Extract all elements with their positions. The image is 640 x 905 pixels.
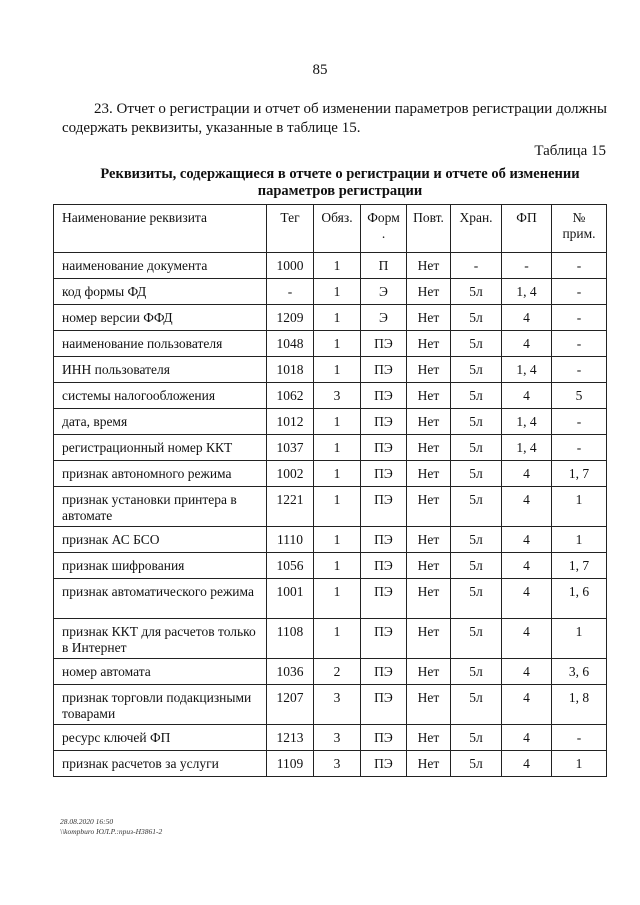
table-row — [54, 435, 607, 461]
table-row — [54, 725, 607, 751]
table-row — [54, 487, 607, 527]
cell-tag: 1036 — [267, 659, 314, 685]
cell-note: - — [552, 725, 607, 751]
cell-required: 1 — [314, 527, 361, 553]
cell-tag: 1108 — [267, 619, 314, 659]
cell-required: 1 — [314, 461, 361, 487]
cell-fp: 4 — [502, 685, 552, 725]
table-title-line-1: Реквизиты, содержащиеся в отчете о регистрации и отчете об изменении — [100, 166, 580, 182]
table-row — [54, 357, 607, 383]
cell-repeat: Нет — [407, 659, 451, 685]
cell-tag: 1048 — [267, 331, 314, 357]
cell-storage: - — [451, 253, 502, 279]
cell-requisite-name: дата, время — [54, 409, 267, 435]
cell-note: - — [552, 409, 607, 435]
table-row — [54, 751, 607, 777]
cell-note: 1 — [552, 751, 607, 777]
cell-form: ПЭ — [361, 725, 407, 751]
cell-form: ПЭ — [361, 527, 407, 553]
cell-form: ПЭ — [361, 409, 407, 435]
cell-form: ПЭ — [361, 357, 407, 383]
cell-requisite-name: код формы ФД — [54, 279, 267, 305]
cell-form: ПЭ — [361, 751, 407, 777]
cell-storage: 5л — [451, 553, 502, 579]
cell-note: - — [552, 331, 607, 357]
intro-line-1: 23. Отчет о регистрации и отчет об изменении параметров регистрации должны — [94, 101, 607, 117]
cell-tag: 1018 — [267, 357, 314, 383]
column-header-tag: Тег — [267, 205, 314, 253]
cell-storage: 5л — [451, 751, 502, 777]
cell-required: 1 — [314, 579, 361, 619]
cell-repeat: Нет — [407, 725, 451, 751]
cell-fp: 4 — [502, 305, 552, 331]
cell-tag: 1062 — [267, 383, 314, 409]
page-number: 85 — [312, 62, 328, 78]
column-header-fp: ФП — [502, 205, 552, 253]
table-row — [54, 253, 607, 279]
table-row — [54, 659, 607, 685]
cell-repeat: Нет — [407, 487, 451, 527]
cell-form: Э — [361, 279, 407, 305]
cell-repeat: Нет — [407, 357, 451, 383]
cell-tag: 1209 — [267, 305, 314, 331]
cell-note: - — [552, 279, 607, 305]
table-body — [54, 253, 607, 777]
cell-repeat: Нет — [407, 253, 451, 279]
cell-storage: 5л — [451, 383, 502, 409]
table-row — [54, 305, 607, 331]
cell-requisite-name: номер автомата — [54, 659, 267, 685]
cell-requisite-name: ресурс ключей ФП — [54, 725, 267, 751]
cell-note: - — [552, 305, 607, 331]
cell-note: 1, 8 — [552, 685, 607, 725]
table-row — [54, 383, 607, 409]
cell-requisite-name: признак автоматического режима — [54, 579, 267, 619]
cell-storage: 5л — [451, 305, 502, 331]
cell-tag: 1001 — [267, 579, 314, 619]
cell-repeat: Нет — [407, 527, 451, 553]
cell-fp: 4 — [502, 659, 552, 685]
cell-form: ПЭ — [361, 487, 407, 527]
cell-tag: 1221 — [267, 487, 314, 527]
cell-repeat: Нет — [407, 685, 451, 725]
cell-storage: 5л — [451, 619, 502, 659]
cell-repeat: Нет — [407, 305, 451, 331]
cell-repeat: Нет — [407, 553, 451, 579]
cell-form: П — [361, 253, 407, 279]
table-title-line-2: параметров регистрации — [257, 183, 423, 199]
table-row — [54, 579, 607, 619]
intro-line-2: содержать реквизиты, указанные в таблице 15. — [62, 120, 361, 136]
cell-form: ПЭ — [361, 553, 407, 579]
table-row — [54, 461, 607, 487]
cell-repeat: Нет — [407, 331, 451, 357]
cell-required: 1 — [314, 305, 361, 331]
cell-repeat: Нет — [407, 279, 451, 305]
cell-fp: 4 — [502, 619, 552, 659]
cell-tag: 1110 — [267, 527, 314, 553]
cell-requisite-name: признак установки принтера в автомате — [54, 487, 267, 527]
table-row — [54, 331, 607, 357]
cell-form: ПЭ — [361, 619, 407, 659]
cell-requisite-name: системы налогообложения — [54, 383, 267, 409]
cell-tag: - — [267, 279, 314, 305]
cell-fp: 1, 4 — [502, 357, 552, 383]
cell-tag: 1109 — [267, 751, 314, 777]
intro-paragraph — [62, 100, 617, 138]
cell-required: 1 — [314, 409, 361, 435]
cell-requisite-name: регистрационный номер ККТ — [54, 435, 267, 461]
cell-requisite-name: признак автономного режима — [54, 461, 267, 487]
table-row — [54, 553, 607, 579]
cell-form: ПЭ — [361, 383, 407, 409]
cell-requisite-name: признак АС БСО — [54, 527, 267, 553]
cell-note: 1 — [552, 527, 607, 553]
cell-required: 1 — [314, 279, 361, 305]
cell-requisite-name: признак расчетов за услуги — [54, 751, 267, 777]
column-header-name: Наименование реквизита — [54, 205, 267, 253]
cell-note: 3, 6 — [552, 659, 607, 685]
table-label: Таблица 15 — [534, 143, 606, 159]
cell-requisite-name: наименование документа — [54, 253, 267, 279]
column-header-repeat: Повт. — [407, 205, 451, 253]
cell-form: ПЭ — [361, 331, 407, 357]
table-row — [54, 619, 607, 659]
cell-form: Э — [361, 305, 407, 331]
footer-timestamp: 28.08.2020 16:50 — [60, 817, 114, 826]
cell-tag: 1002 — [267, 461, 314, 487]
cell-form: ПЭ — [361, 685, 407, 725]
cell-repeat: Нет — [407, 751, 451, 777]
cell-required: 2 — [314, 659, 361, 685]
cell-form: ПЭ — [361, 461, 407, 487]
cell-storage: 5л — [451, 527, 502, 553]
table-row — [54, 279, 607, 305]
cell-storage: 5л — [451, 279, 502, 305]
cell-requisite-name: наименование пользователя — [54, 331, 267, 357]
cell-required: 3 — [314, 383, 361, 409]
column-header-required: Обяз. — [314, 205, 361, 253]
cell-storage: 5л — [451, 435, 502, 461]
cell-required: 1 — [314, 357, 361, 383]
cell-repeat: Нет — [407, 579, 451, 619]
cell-fp: 1, 4 — [502, 435, 552, 461]
cell-required: 1 — [314, 331, 361, 357]
cell-repeat: Нет — [407, 619, 451, 659]
column-header-storage: Хран. — [451, 205, 502, 253]
cell-fp: 4 — [502, 553, 552, 579]
cell-repeat: Нет — [407, 409, 451, 435]
cell-storage: 5л — [451, 725, 502, 751]
table-row — [54, 527, 607, 553]
cell-storage: 5л — [451, 409, 502, 435]
cell-requisite-name: признак шифрования — [54, 553, 267, 579]
cell-tag: 1213 — [267, 725, 314, 751]
cell-required: 1 — [314, 253, 361, 279]
cell-required: 1 — [314, 487, 361, 527]
cell-required: 1 — [314, 553, 361, 579]
cell-note: - — [552, 357, 607, 383]
cell-note: 1 — [552, 487, 607, 527]
cell-storage: 5л — [451, 357, 502, 383]
cell-fp: 1, 4 — [502, 279, 552, 305]
cell-note: 5 — [552, 383, 607, 409]
cell-tag: 1000 — [267, 253, 314, 279]
cell-fp: 4 — [502, 725, 552, 751]
cell-required: 3 — [314, 685, 361, 725]
cell-fp: 4 — [502, 527, 552, 553]
cell-storage: 5л — [451, 331, 502, 357]
cell-note: 1, 7 — [552, 461, 607, 487]
cell-form: ПЭ — [361, 435, 407, 461]
cell-fp: 4 — [502, 383, 552, 409]
cell-fp: 1, 4 — [502, 409, 552, 435]
table-header-row — [54, 205, 607, 253]
column-header-form: Форм . — [361, 205, 407, 253]
cell-required: 1 — [314, 619, 361, 659]
cell-note: 1, 7 — [552, 553, 607, 579]
cell-storage: 5л — [451, 685, 502, 725]
table-title — [60, 166, 620, 200]
cell-requisite-name: признак торговли подакцизными товарами — [54, 685, 267, 725]
cell-fp: 4 — [502, 579, 552, 619]
cell-required: 3 — [314, 751, 361, 777]
cell-tag: 1012 — [267, 409, 314, 435]
cell-requisite-name: номер версии ФФД — [54, 305, 267, 331]
cell-fp: 4 — [502, 461, 552, 487]
cell-required: 1 — [314, 435, 361, 461]
cell-repeat: Нет — [407, 383, 451, 409]
cell-requisite-name: признак ККТ для расчетов только в Интернет — [54, 619, 267, 659]
requisites-table — [53, 204, 607, 777]
cell-fp: 4 — [502, 331, 552, 357]
footer-stamp — [60, 817, 162, 837]
cell-fp: 4 — [502, 487, 552, 527]
cell-note: 1, 6 — [552, 579, 607, 619]
table-row — [54, 409, 607, 435]
cell-tag: 1056 — [267, 553, 314, 579]
table-row — [54, 685, 607, 725]
cell-repeat: Нет — [407, 435, 451, 461]
footer-file-path: \\kompburo ЮЛ.Р.:приз-Н3861-2 — [60, 827, 163, 836]
column-header-note: № прим. — [552, 205, 607, 253]
cell-storage: 5л — [451, 487, 502, 527]
cell-fp: 4 — [502, 751, 552, 777]
cell-repeat: Нет — [407, 461, 451, 487]
cell-requisite-name: ИНН пользователя — [54, 357, 267, 383]
cell-required: 3 — [314, 725, 361, 751]
cell-note: 1 — [552, 619, 607, 659]
cell-note: - — [552, 253, 607, 279]
cell-note: - — [552, 435, 607, 461]
cell-storage: 5л — [451, 461, 502, 487]
cell-tag: 1037 — [267, 435, 314, 461]
cell-storage: 5л — [451, 659, 502, 685]
cell-storage: 5л — [451, 579, 502, 619]
cell-form: ПЭ — [361, 579, 407, 619]
cell-form: ПЭ — [361, 659, 407, 685]
cell-tag: 1207 — [267, 685, 314, 725]
cell-fp: - — [502, 253, 552, 279]
